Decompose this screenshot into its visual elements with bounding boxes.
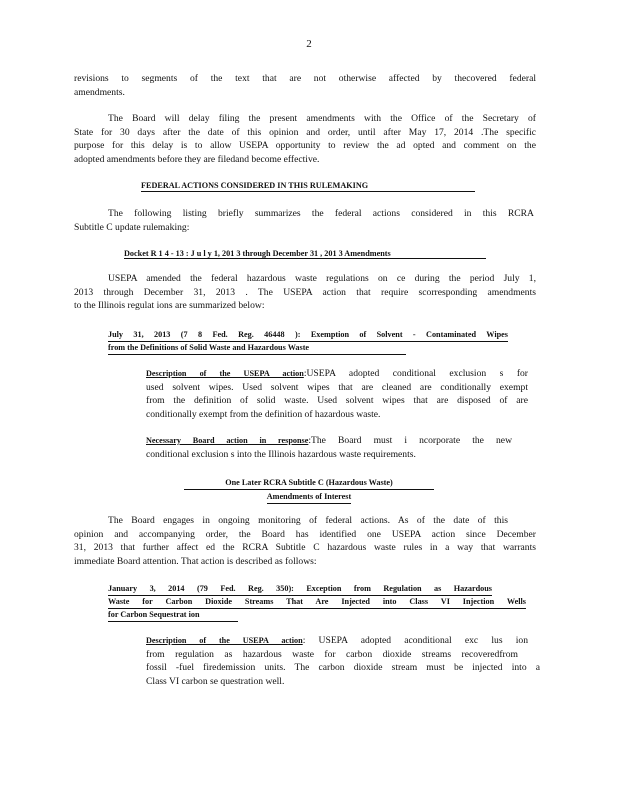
text-line <box>146 434 512 448</box>
text-line: The Board engages in ongoing monitoring of federal actions. As of the date of this <box>108 515 508 526</box>
paragraph-board-monitoring <box>74 514 536 568</box>
text-line: Class VI carbon se questration well. <box>146 675 285 687</box>
text-line <box>146 634 528 648</box>
paragraph-delay-filing <box>74 112 536 166</box>
text-line: opinion and accompanying order, the Board has identified one USEPA action since December <box>74 528 536 540</box>
description-solvent-wipes <box>146 367 528 421</box>
text-line: State for 30 days after the date of this opinion and order, until after May 17, 2014 .The specific <box>74 126 536 138</box>
later-amendments-heading <box>184 476 434 504</box>
text-line: from regulation as hazardous waste for carbon dioxide streams recoveredfrom <box>146 648 518 660</box>
citation-line: July 31, 2013 (7 8 Fed. Reg. 46448 ): Exemption of Solvent - Contaminated Wipes <box>108 329 508 342</box>
text-line: 31, 2013 that further affect ed the RCRA Subtitle C hazardous waste rules in a way that warrants <box>74 542 536 553</box>
description-carbon-dioxide <box>146 634 540 688</box>
later-heading-line: One Later RCRA Subtitle C (Hazardous Waste) <box>184 476 434 490</box>
text-line: from the definition of solid waste. Used solvent wipes that are disposed of are <box>146 395 528 406</box>
page-number: 2 <box>306 38 312 50</box>
text-line: conditionally exempt from the definition of hazardous waste. <box>146 408 381 420</box>
citation-line: for Carbon Sequestrat ion <box>108 609 238 622</box>
paragraph-revisions <box>74 72 536 99</box>
text-line: 2013 through December 31, 2013 . The USEPA action that require scorresponding amendments <box>74 286 536 298</box>
paragraph-usepa-amended <box>74 272 536 313</box>
necessary-text: :The Board must i ncorporate the new <box>308 435 512 446</box>
necessary-action-solvent-wipes <box>146 434 512 461</box>
text-line: purpose for this delay is to allow USEPA opportunity to review the ad opted and comment on the <box>74 140 536 151</box>
later-heading-line: Amendments of Interest <box>267 490 351 504</box>
text-line: amendments. <box>74 86 125 98</box>
text-line: immediate Board attention. That action is described as follows: <box>74 555 317 567</box>
description-text: : USEPA adopted aconditional exc lus ion <box>302 635 529 646</box>
text-line: The following listing briefly summarizes the federal actions considered in this RCRA <box>108 208 534 219</box>
text-line: The Board will delay filing the present amendments with the Office of the Secretary of <box>108 113 536 124</box>
description-label: Description of the USEPA action <box>146 369 304 378</box>
text-line: to the Illinois regulat ions are summarized below: <box>74 300 265 311</box>
citation-carbon-dioxide <box>108 583 526 622</box>
necessary-label: Necessary Board action in response <box>146 436 309 445</box>
text-line: adopted amendments before they are filedand become effective. <box>74 153 320 165</box>
citation-line: from the Definitions of Solid Waste and Hazardous Waste <box>108 342 406 355</box>
citation-line: January 3, 2014 (79 Fed. Reg. 350): Exception from Regulation as Hazardous <box>108 583 492 596</box>
text-line: USEPA amended the federal hazardous waste regulations on ce during the period July 1, <box>108 273 536 284</box>
text-line: revisions to segments of the text that are not otherwise affected by thecovered federal <box>74 73 536 84</box>
text-line: conditional exclusion s into the Illinois hazardous waste requirements. <box>146 448 416 460</box>
paragraph-listing <box>74 207 534 234</box>
citation-solvent-wipes <box>108 329 508 355</box>
citation-line: Waste for Carbon Dioxide Streams That Are Injected into Class VI Injection Wells <box>108 596 526 609</box>
text-line: fossil -fuel firedemission units. The carbon dioxide stream must be injected into a <box>146 662 540 673</box>
section-heading-federal-actions: FEDERAL ACTIONS CONSIDERED IN THIS RULEMAKING <box>141 181 475 192</box>
description-label: Description of the USEPA action <box>146 636 303 645</box>
text-line <box>146 367 528 381</box>
description-text: :USEPA adopted conditional exclusion s for <box>303 368 529 379</box>
text-line: Subtitle C update rulemaking: <box>74 221 190 233</box>
text-line: used solvent wipes. Used solvent wipes that are cleaned are conditionally exempt <box>146 381 528 393</box>
docket-heading: Docket R 1 4 - 13 : J u l y 1, 201 3 through December 31 , 201 3 Amendments <box>124 249 486 259</box>
